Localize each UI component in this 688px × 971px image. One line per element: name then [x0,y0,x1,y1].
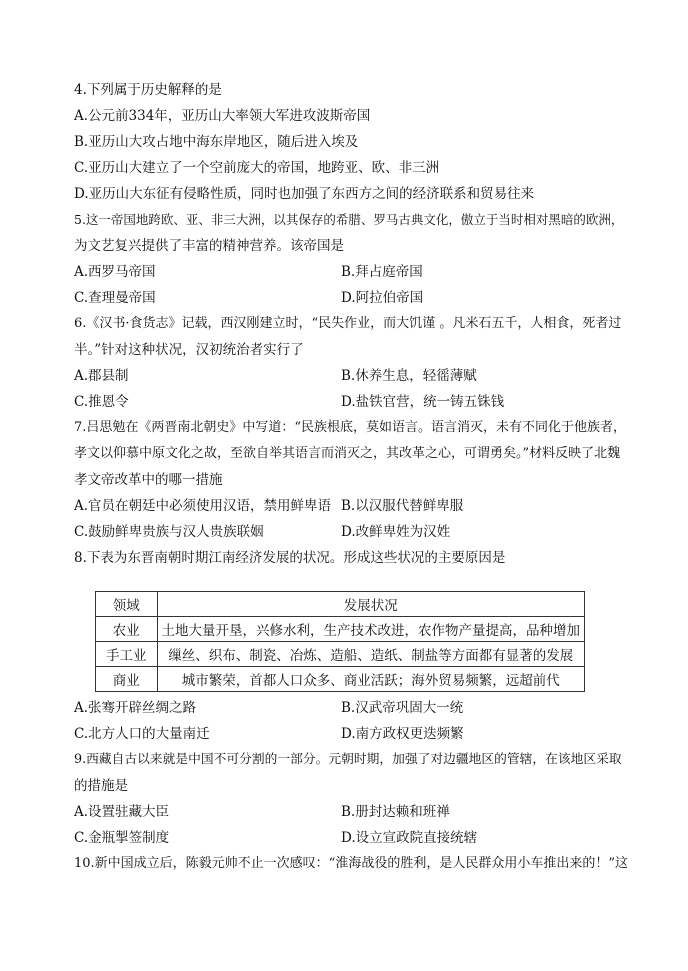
q6-options-row2 [74,392,614,412]
q7-option-a: A.官员在朝廷中必须使用汉语，禁用鲜卑语 [74,498,332,514]
q5-stem-line1: 5.这一帝国地跨欧、亚、非三大洲，以其保存的希腊、罗马古典文化，傲立于当时相对黑暗的欧洲， [74,212,624,227]
q9-option-c: C.金瓶掣签制度 [74,830,170,846]
q10-stem-line1: 10.新中国成立后，陈毅元帅不止一次感叹：“淮海战役的胜利，是人民群众用小车推出来的！”这 [74,856,628,871]
table-row [96,667,585,692]
table-cell-status: 土地大量开垦，兴修水利，生产技术改进，农作物产量提高，品种增加 [157,617,585,642]
q7-options-row1 [74,496,614,516]
q6-option-c: C.推恩令 [74,394,129,410]
q6-stem-line2: 半。”针对这种状况，汉初统治者实行了 [74,342,304,358]
q8-options-row2 [74,724,614,744]
q8-option-c: C.北方人口的大量南迁 [74,726,210,742]
q7-option-c: C.鼓励鲜卑贵族与汉人贵族联姻 [74,524,264,540]
q9-option-b: B.册封达赖和班禅 [341,804,450,820]
q9-stem-line1: 9.西藏自古以来就是中国不可分割的一部分。元朝时期，加强了对边疆地区的管辖，在该地区采取 [74,752,622,767]
q5-option-d: D.阿拉伯帝国 [341,290,424,306]
q7-stem-line3: 孝文帝改革中的哪一措施 [74,472,223,488]
table-header-field: 领域 [96,592,158,617]
q8-option-d: D.南方政权更迭频繁 [341,726,464,742]
q5-option-c: C.查理曼帝国 [74,290,156,306]
table-row [96,617,585,642]
table-cell-field: 农业 [96,617,158,642]
q5-option-a: A.西罗马帝国 [74,264,156,280]
q6-option-a: A.郡县制 [74,368,129,384]
table-cell-field: 手工业 [96,642,158,667]
table-header-row [96,592,585,617]
q5-option-b: B.拜占庭帝国 [341,264,423,280]
q8-options-row1 [74,698,614,718]
table-header-status: 发展状况 [157,592,585,617]
economic-development-table [95,591,585,692]
q8-option-b: B.汉武帝巩固大一统 [341,700,464,716]
q6-stem-line1: 6.《汉书·食货志》记载，西汉刚建立时，“民失作业，而大饥谨 。凡米石五千，人相食，死者过 [74,316,622,331]
q7-options-row2 [74,522,614,542]
q4-option-b: B.亚历山大攻占地中海东岸地区，随后进入埃及 [74,134,359,150]
q9-options-row1 [74,802,614,822]
q9-stem-line2: 的措施是 [74,778,128,794]
q6-options-row1 [74,366,614,386]
table-cell-field: 商业 [96,667,158,692]
q8-option-a: A.张骞开辟丝绸之路 [74,700,197,716]
q7-option-b: B.以汉服代替鲜卑服 [341,498,464,514]
q9-options-row2 [74,828,614,848]
table-cell-status: 缫丝、织布、制瓷、冶炼、造船、造纸、制盐等方面都有显著的发展 [157,642,585,667]
q4-option-c: C.亚历山大建立了一个空前庞大的帝国，地跨亚、欧、非三洲 [74,160,440,176]
q9-option-d: D.设立宣政院直接统辖 [341,830,478,846]
q7-stem-line1: 7.吕思勉在《两晋南北朝史》中写道：“民族根底，莫如语言。语言消灭，未有不同化于他族者， [74,420,627,435]
q4-option-a: A.公元前334年，亚历山大率领大军进攻波斯帝国 [74,108,371,124]
q9-option-a: A.设置驻藏大臣 [74,804,170,820]
q7-option-d: D.改鲜卑姓为汉姓 [341,524,451,540]
q6-option-d: D.盐铁官营，统一铸五铢钱 [341,394,505,410]
q4-option-d: D.亚历山大东征有侵略性质，同时也加强了东西方之间的经济联系和贸易往来 [74,186,535,202]
q4-stem: 4.下列属于历史解释的是 [74,82,222,98]
q6-option-b: B.休养生息，轻徭薄赋 [341,368,477,384]
q5-options-row2 [74,288,614,308]
q5-options-row1 [74,262,614,282]
table-row [96,642,585,667]
q7-stem-line2: 孝文以仰慕中原文化之故，至欲自举其语言而消灭之，其改革之心，可谓勇矣。”材料反映了北魏 [74,446,621,461]
q8-stem: 8.下表为东晋南朝时期江南经济发展的状况。形成这些状况的主要原因是 [74,550,506,566]
table-cell-status: 城市繁荣，首都人口众多、商业活跃；海外贸易频繁，远超前代 [157,667,585,692]
q5-stem-line2: 为文艺复兴提供了丰富的精神营养。该帝国是 [74,238,344,254]
